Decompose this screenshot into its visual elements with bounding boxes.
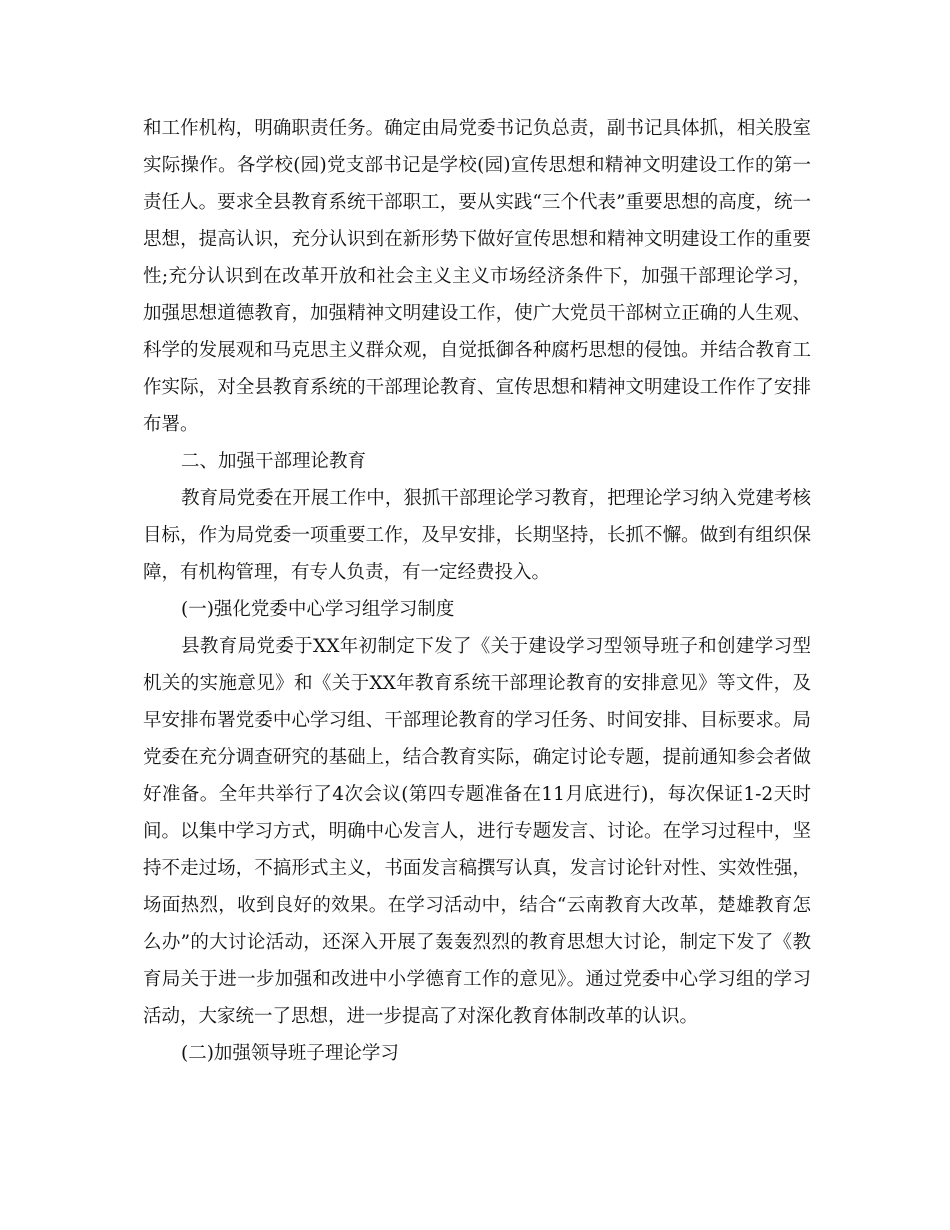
subsection-heading-leadership-study: (二)加强领导班子理论学习	[181, 1043, 399, 1064]
paragraph-responsibility: 和工作机构，明确职责任务。确定由局党委书记负总责，副书记具体抓，相关股室实际操作。各学校(园)党支部书记是学校(园)宣传思想和精神文明建设工作的第一责任人。要求全县教育系统干部职工，要从实践“三个代表”重要思想的高度，统一思想，提高认识，充分认识到在新形势下做好宣传思想和精神文明建设工作的重要性;充分认识到在改革开放和社会主义主义市场经济条件下，加强干部理论学习，加强思想道德教育，加强精神文明建设工作，使广大党员干部树立正确的人生观、科学的发展观和马克思主义群众观，自觉抵御各种腐朽思想的侵蚀。并结合教育工作实际，对全县教育系统的干部理论教育、宣传思想和精神文明建设工作作了安排布署。	[143, 118, 811, 435]
paragraph-central-study-group: 县教育局党委于XX年初制定下发了《关于建设学习型领导班子和创建学习型机关的实施意见》和《关于XX年教育系统干部理论教育的安排意见》等文件，及早安排布署党委中心学习组、干部理论教育的学习任务、时间安排、目标要求。局党委在充分调查研究的基础上，结合教育实际，确定讨论专题，提前通知参会者做好准备。全年共举行了4次会议(第四专题准备在11月底进行)，每次保证1-2天时间。以集中学习方式，明确中心发言人，进行专题发言、讨论。在学习过程中，坚持不走过场，不搞形式主义，书面发言稿撰写认真，发言讨论针对性、实效性强，场面热烈，收到良好的效果。在学习活动中，结合“云南教育大改革，楚雄教育怎么办”的大讨论活动，还深入开展了轰轰烈烈的教育思想大讨论，制定下发了《教育局关于进一步加强和改进中小学德育工作的意见》。通过党委中心学习组的学习活动，大家统一了思想，进一步提高了对深化教育体制改革的认识。	[143, 636, 811, 1027]
section-heading-theory-education: 二、加强干部理论教育	[181, 451, 367, 472]
paragraph-theory-study: 教育局党委在开展工作中，狠抓干部理论学习教育，把理论学习纳入党建考核目标，作为局党委一项重要工作，及早安排，长期坚持，长抓不懈。做到有组织保障，有机构管理，有专人负责，有一定经费投入。	[143, 488, 811, 583]
document-body	[143, 110, 811, 1072]
subsection-heading-central-study-group: (一)强化党委中心学习组学习制度	[181, 599, 455, 620]
